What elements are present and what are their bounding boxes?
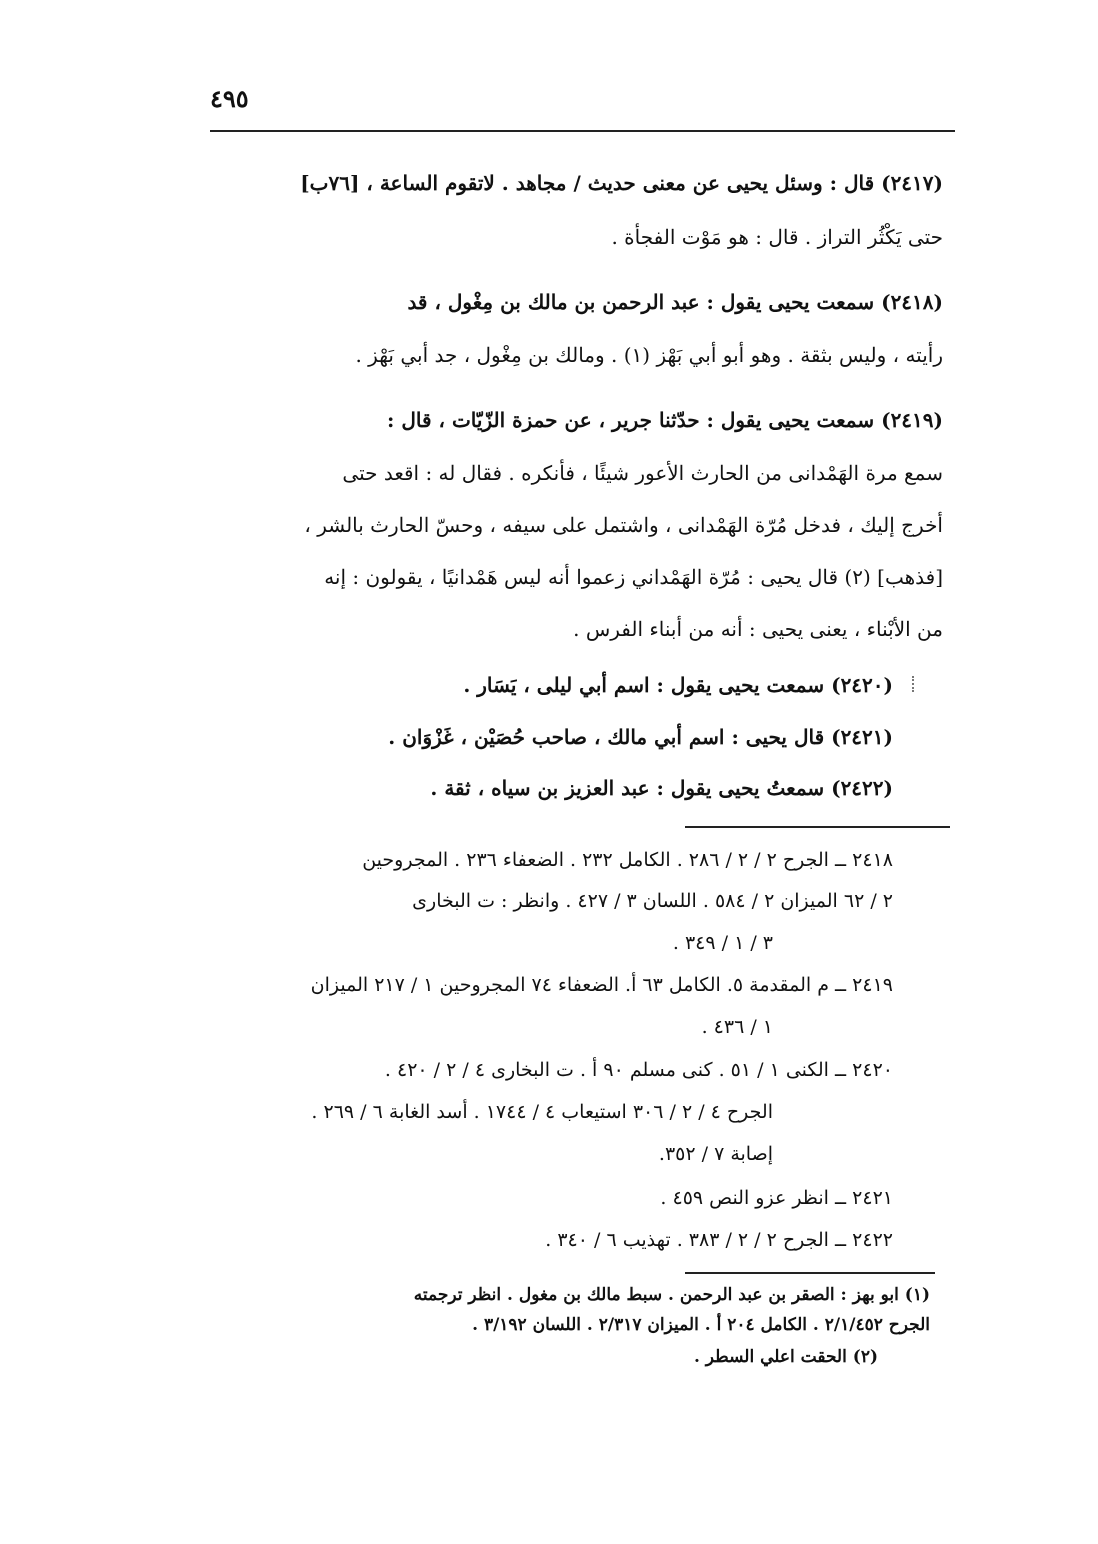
- entry-2419-line-4: [فذهب] (٢) قال يحيى : مُرّة الهَمْداني زعموا أنه ليس هَمْدانيًا ، يقولون : إنه: [324, 565, 943, 589]
- entry-2422: (٢٤٢٢) سمعتُ يحيى يقول : عبد العزيز بن سياه ، ثقة .: [430, 776, 893, 800]
- ref-2422: ٢٤٢٢ ــ الجرح ٢ / ٢ / ٣٨٣ . تهذيب ٦ / ٣٤٠ .: [545, 1229, 893, 1251]
- entry-2419-line-5: من الأبْناء ، يعنى يحيى : أنه من أبناء الفرس .: [573, 617, 943, 641]
- footnote-1-line-2: الجرح ٢/١/٤٥٢ . الكامل ٢٠٤ أ . الميزان ٢/٣١٧ . اللسان ٣/١٩٢ .: [472, 1315, 930, 1335]
- ref-2420-line-1: ٢٤٢٠ ــ الكنى ١ / ٥١ . كنى مسلم ٩٠ أ . ت البخارى ٤ / ٢ / ٤٢٠ .: [384, 1059, 893, 1081]
- footnote-2: (٢) الحقت اعلي السطر .: [693, 1347, 878, 1367]
- references-rule: [685, 826, 950, 828]
- ref-2420-line-3: إصابة ٧ / ٣٥٢.: [658, 1143, 773, 1165]
- entry-2421: (٢٤٢١) قال يحيى : اسم أبي مالك ، صاحب حُصَيْن ، غَزْوَان .: [388, 725, 893, 749]
- ref-2420-line-2: الجرح ٤ / ٢ / ٣٠٦ استيعاب ٤ / ١٧٤٤ . أسد الغابة ٦ / ٢٦٩ .: [311, 1101, 773, 1123]
- footnotes-rule: [685, 1272, 935, 1274]
- entry-2418-line-1: (٢٤١٨) سمعت يحيى يقول : عبد الرحمن بن مالك بن مِغْول ، قد: [407, 290, 943, 314]
- entry-2419-line-1: (٢٤١٩) سمعت يحيى يقول : حدّثنا جرير ، عن حمزة الزّيّات ، قال :: [387, 408, 943, 432]
- entry-2420: (٢٤٢٠) سمعت يحيى يقول : اسم أبي ليلى ، يَسَار .: [463, 673, 893, 697]
- entry-2417-line-1: (٢٤١٧) قال : وسئل يحيى عن معنى حديث / مجاهد . لاتقوم الساعة ، [٧٦ب]: [300, 171, 943, 195]
- page-number: ٤٩٥: [210, 84, 249, 113]
- ref-2419-line-1: ٢٤١٩ ــ م المقدمة ٥. الكامل ٦٣ أ. الضعفاء ٧٤ المجروحين ١ / ٢١٧ الميزان: [310, 974, 893, 996]
- ref-2421: ٢٤٢١ ــ انظر عزو النص ٤٥٩ .: [660, 1187, 893, 1209]
- margin-mark: [912, 676, 916, 692]
- entry-2417-line-2: حتى يَكْثُر التراز . قال : هو مَوْت الفجأة .: [611, 225, 943, 249]
- ref-2418-line-3: ٣ / ١ / ٣٤٩ .: [672, 932, 773, 954]
- ref-2418-line-2: ٢ / ٦٢ الميزان ٢ / ٥٨٤ . اللسان ٣ / ٤٢٧ . وانظر : ت البخارى: [412, 890, 893, 912]
- entry-2419-line-3: أخرج إليك ، فدخل مُرّة الهَمْدانى ، واشتمل على سيفه ، وحسّ الحارث بالشر ،: [304, 513, 943, 537]
- footnote-1-line-1: (١) ابو بهز : الصقر بن عبد الرحمن . سبط مالك بن مغول . انظر ترجمته: [413, 1285, 930, 1305]
- entry-2418-line-2: رأيته ، وليس بثقة . وهو أبو أبي بَهْز (١) . ومالك بن مِغْول ، جد أبي بَهْز .: [355, 343, 943, 367]
- ref-2419-line-2: ١ / ٤٣٦ .: [701, 1016, 773, 1038]
- ref-2418-line-1: ٢٤١٨ ــ الجرح ٢ / ٢ / ٢٨٦ . الكامل ٢٣٢ . الضعفاء ٢٣٦ . المجروحين: [362, 849, 893, 871]
- header-rule: [210, 130, 955, 132]
- entry-2419-line-2: سمع مرة الهَمْدانى من الحارث الأعور شيئًا ، فأنكره . فقال له : اقعد حتى: [342, 461, 943, 485]
